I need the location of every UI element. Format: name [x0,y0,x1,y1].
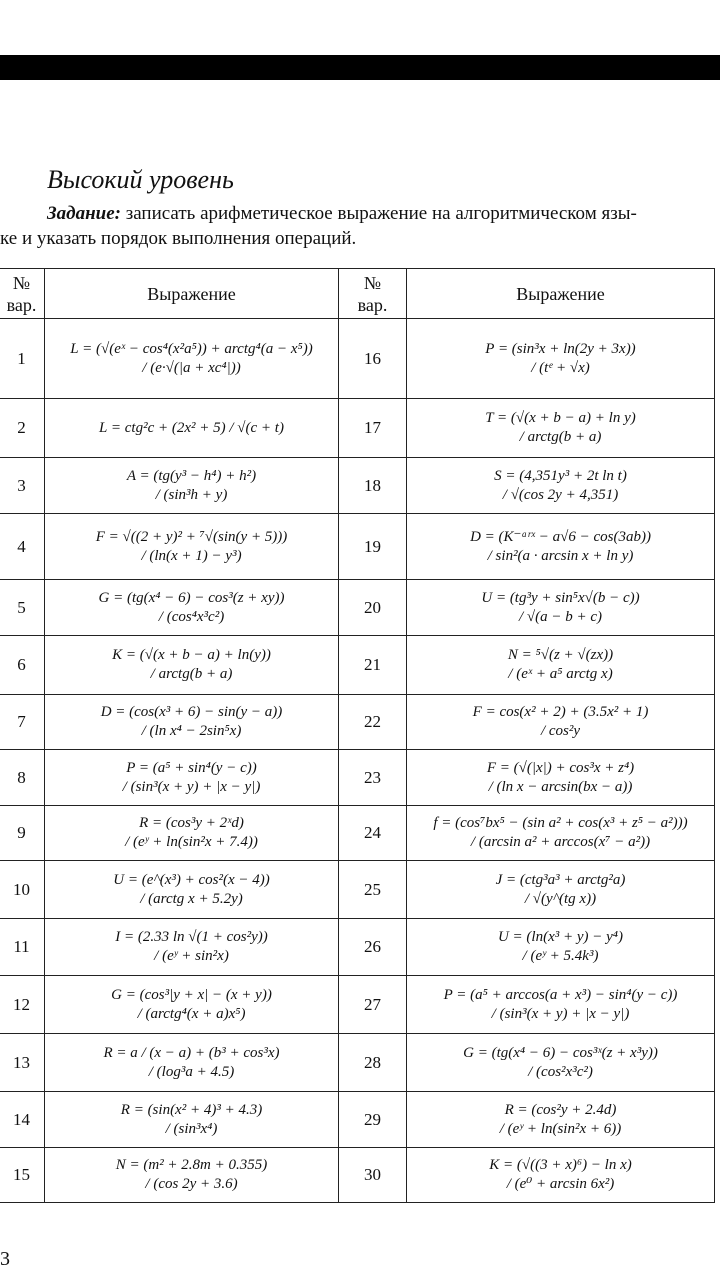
variant-number: 1 [0,319,45,399]
expression: U = (ln(x³ + y) − y⁴) / (eʸ + 5.4k³) [407,919,715,976]
expression: N = (m² + 2.8m + 0.355) / (cos 2y + 3.6) [45,1148,339,1203]
variant-number: 20 [339,580,407,636]
variant-number: 5 [0,580,45,636]
expression: T = (√(x + b − a) + ln y) / arctg(b + a) [407,399,715,458]
expression: I = (2.33 ln √(1 + cos²y)) / (eʸ + sin²x) [45,919,339,976]
expressions-table [0,268,715,1203]
expression: F = cos(x² + 2) + (3.5x² + 1) / cos²y [407,695,715,750]
expressions-table-wrapper [0,268,715,1203]
variant-number: 3 [0,458,45,514]
table-row [0,1034,715,1092]
col-expression-header: Выражение [45,269,339,319]
top-black-bar [0,55,720,80]
table-row [0,399,715,458]
variant-number: 8 [0,750,45,806]
variant-number: 2 [0,399,45,458]
expression: A = (tg(y³ − h⁴) + h²) / (sin³h + y) [45,458,339,514]
expression: R = (cos³y + 2ˣd) / (eʸ + ln(sin²x + 7.4)) [45,806,339,861]
col-number-header: № вар. [0,269,45,319]
col-number-header: № вар. [339,269,407,319]
variant-number: 17 [339,399,407,458]
table-header-row [0,269,715,319]
variant-number: 28 [339,1034,407,1092]
variant-number: 19 [339,514,407,580]
table-row [0,806,715,861]
variant-number: 26 [339,919,407,976]
table-row [0,636,715,695]
expression: G = (tg(x⁴ − 6) − cos³ˣ(z + x³y)) / (cos²x³c²) [407,1034,715,1092]
expression: N = ⁵√(z + √(zx)) / (eˣ + a⁵ arctg x) [407,636,715,695]
expression: P = (sin³x + ln(2y + 3x)) / (tᵉ + √x) [407,319,715,399]
expression: J = (ctg³a³ + arctg²a) / √(y^(tg x)) [407,861,715,919]
table-row [0,750,715,806]
variant-number: 24 [339,806,407,861]
expression: R = (sin(x² + 4)³ + 4.3) / (sin³x⁴) [45,1092,339,1148]
variant-number: 9 [0,806,45,861]
section-heading: Высокий уровень [47,165,234,194]
table-row [0,919,715,976]
expression: K = (√((3 + x)⁶) − ln x) / (e⁰ + arcsin 6x²) [407,1148,715,1203]
expression: S = (4,351y³ + 2t ln t) / √(cos 2y + 4,351) [407,458,715,514]
expression: L = ctg²c + (2x² + 5) / √(c + t) [45,399,339,458]
variant-number: 11 [0,919,45,976]
expression: K = (√(x + b − a) + ln(y)) / arctg(b + a) [45,636,339,695]
table-row [0,695,715,750]
expression: G = (cos³|y + x| − (x + y)) / (arctg⁴(x + a)x⁵) [45,976,339,1034]
table-row [0,1092,715,1148]
variant-number: 14 [0,1092,45,1148]
table-row [0,976,715,1034]
task-line-2: ке и указать порядок выполнения операций. [0,228,357,249]
expression: f = (cos⁷bx⁵ − (sin a² + cos(x³ + z⁵ − a²))) / (arcsin a² + arccos(x⁷ − a²)) [407,806,715,861]
expression: F = (√(|x|) + cos³x + z⁴) / (ln x − arcsin(bx − a)) [407,750,715,806]
variant-number: 21 [339,636,407,695]
expression: R = (cos²y + 2.4d) / (eʸ + ln(sin²x + 6)) [407,1092,715,1148]
table-row [0,1148,715,1203]
variant-number: 13 [0,1034,45,1092]
task-text-1: записать арифметическое выражение на алгоритмическом язы- [120,203,637,224]
col-expression-header: Выражение [407,269,715,319]
variant-number: 6 [0,636,45,695]
variant-number: 22 [339,695,407,750]
variant-number: 12 [0,976,45,1034]
expression: F = √((2 + y)² + ⁷√(sin(y + 5))) / (ln(x + 1) − y³) [45,514,339,580]
variant-number: 30 [339,1148,407,1203]
table-row [0,861,715,919]
variant-number: 25 [339,861,407,919]
variant-number: 16 [339,319,407,399]
task-label: Задание: [47,203,121,224]
task-line-1 [47,203,637,225]
expression: D = (cos(x³ + 6) − sin(y − a)) / (ln x⁴ − 2sin⁵x) [45,695,339,750]
expression: P = (a⁵ + arccos(a + x³) − sin⁴(y − c)) / (sin³(x + y) + |x − y|) [407,976,715,1034]
expression: P = (a⁵ + sin⁴(y − c)) / (sin³(x + y) + |x − y|) [45,750,339,806]
expression: U = (tg³y + sin⁵x√(b − c)) / √(a − b + c) [407,580,715,636]
variant-number: 23 [339,750,407,806]
page-corner-mark: 3 [0,1248,10,1270]
expression: U = (e^(x³) + cos²(x − 4)) / (arctg x + 5.2y) [45,861,339,919]
variant-number: 10 [0,861,45,919]
expression: L = (√(eˣ − cos⁴(x²a⁵)) + arctg⁴(a − x⁵)) / (e·√(|a + xc⁴|)) [45,319,339,399]
expression: R = a / (x − a) + (b³ + cos³x) / (log³a + 4.5) [45,1034,339,1092]
table-row [0,514,715,580]
expression: D = (K⁻ᵃʳˣ − a√6 − cos(3ab)) / sin²(a · arcsin x + ln y) [407,514,715,580]
variant-number: 7 [0,695,45,750]
expression: G = (tg(x⁴ − 6) − cos³(z + xy)) / (cos⁴x³c²) [45,580,339,636]
variant-number: 18 [339,458,407,514]
variant-number: 27 [339,976,407,1034]
variant-number: 4 [0,514,45,580]
table-row [0,580,715,636]
variant-number: 15 [0,1148,45,1203]
table-row [0,319,715,399]
table-row [0,458,715,514]
variant-number: 29 [339,1092,407,1148]
